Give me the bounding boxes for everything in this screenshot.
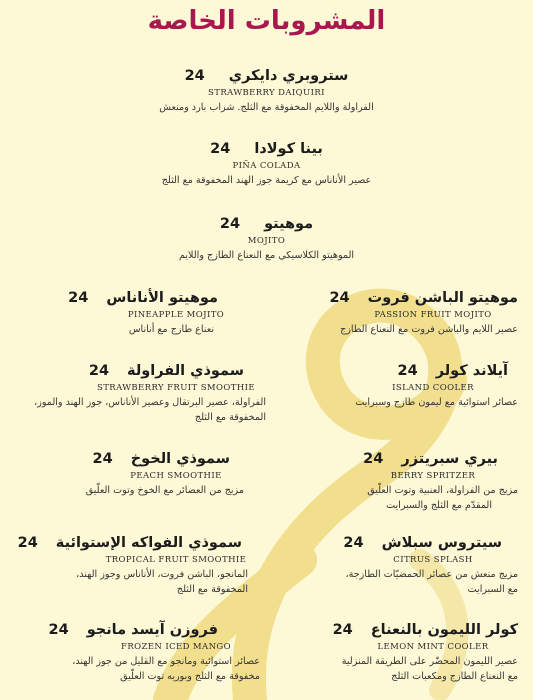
page-title: المشروبات الخاصة	[147, 6, 386, 36]
item-description-line: مزيج من الفراولة، العنبية وتوت العلّيق	[367, 485, 518, 496]
item-description-line: المخفوقة مع الثلج	[194, 412, 266, 423]
item-description-line: مع النعناع الطازج ومكعبات الثلج	[391, 671, 518, 682]
menu-item-citrus-splash	[286, 535, 518, 597]
item-english-name: PIÑA COLADA	[232, 161, 301, 171]
item-description	[286, 654, 518, 684]
menu-item-island-cooler	[286, 363, 518, 410]
item-description-line: عصائر استوائية ومانجو مع القليل من جوز الهند،	[72, 656, 260, 667]
item-name: سموذي الفراولة	[127, 363, 244, 379]
menu-item-tropical-fruit-smoothie	[8, 535, 266, 597]
item-description: عصير اللايم والباشن فروت مع النعناع الطازج	[340, 324, 518, 335]
item-name: موهيتو الباشن فروت	[367, 290, 518, 306]
item-description-line: مخفوقة مع الثلج وبوريه توت العلّيق	[120, 671, 260, 682]
item-description	[8, 567, 248, 597]
item-english-name: ISLAND COOLER	[392, 383, 474, 393]
item-description: نعناع طازج مع أناناس	[128, 324, 214, 335]
item-price: 24	[397, 363, 418, 379]
menu-item-pineapple-mojito	[8, 290, 266, 337]
item-description: الفراولة واللايم المخفوقة مع الثلج. شراب بارد ومنعش	[159, 102, 374, 113]
item-name: ستروبري دايكري	[228, 68, 349, 84]
item-english-name: LEMON MINT COOLER	[377, 642, 489, 652]
item-english-name: TROPICAL FRUIT SMOOTHIE	[105, 555, 247, 565]
item-english-name: PEACH SMOOTHIE	[130, 471, 222, 481]
item-description-line: مزيج منعش من عصائر الحمضيّات الطازجة،	[345, 569, 518, 580]
item-english-name: PINEAPPLE MOJITO	[127, 310, 225, 320]
item-name: سموذي الفواكه الإستوائية	[55, 535, 242, 551]
item-description: عصير الأناناس مع كريمة جوز الهند المخفوقة مع الثلج	[161, 175, 372, 186]
item-name: كولر الليمون بالنعناع	[370, 622, 518, 638]
item-price: 24	[329, 290, 350, 306]
menu-item-strawberry-fruit-smoothie	[8, 363, 266, 425]
item-price: 24	[219, 216, 241, 232]
menu-item-peach-smoothie	[8, 451, 266, 498]
item-name: سموذي الخوخ	[130, 451, 230, 467]
item-description	[286, 483, 518, 513]
item-english-name: MOJITO	[247, 236, 286, 246]
item-description: الموهيتو الكلاسيكي مع النعناع الطازج واللايم	[178, 250, 355, 261]
menu-item-strawberry-daiquiri	[0, 68, 533, 115]
item-description-line: المانجو، الباشن فروت، الأناناس وجوز الهند،	[76, 569, 248, 580]
item-name: بيري سبريتزر	[401, 451, 498, 467]
item-description: عصائر استوائية مع ليمون طازج وسبرايت	[355, 397, 518, 408]
item-description-line: عصير الليمون المحضّر على الطريقة المنزلية	[341, 656, 518, 667]
item-price: 24	[210, 141, 231, 157]
item-name: بينا كولادا	[254, 141, 323, 157]
item-price: 24	[363, 451, 384, 467]
menu-item-pina-colada	[0, 141, 533, 188]
item-description-line: المخفوقة مع الثلج	[176, 584, 248, 595]
item-english-name: FROZEN ICED MANGO	[121, 642, 231, 652]
item-price: 24	[68, 290, 89, 306]
item-name: فروزن آيسد مانجو	[86, 622, 218, 638]
item-english-name: BERRY SPRITZER	[390, 471, 476, 481]
menu-item-frozen-iced-mango	[8, 622, 266, 684]
menu-item-lemon-mint-cooler	[286, 622, 518, 684]
item-english-name: CITRUS SPLASH	[393, 555, 473, 565]
menu-item-berry-spritzer	[286, 451, 518, 513]
item-price: 24	[48, 622, 69, 638]
item-price: 24	[88, 363, 110, 379]
item-description-line: المقدّم مع الثلج والسبرايت	[386, 500, 492, 511]
item-name: سيتروس سبلاش	[381, 535, 502, 551]
item-description: مزيج من العصائر مع الخوخ وتوت العلّيق	[85, 485, 244, 496]
item-description	[8, 654, 260, 684]
menu-item-mojito	[0, 216, 533, 263]
menu-item-passion-fruit-mojito	[286, 290, 518, 337]
item-name: موهيتو الأناناس	[106, 290, 218, 306]
item-english-name: STRAWBERRY DAIQUIRI	[208, 88, 325, 98]
item-description	[286, 567, 518, 597]
item-price: 24	[184, 68, 205, 84]
item-name: موهيتو	[264, 216, 314, 232]
item-price: 24	[17, 535, 38, 551]
item-description	[8, 395, 266, 425]
item-english-name: STRAWBERRY FRUIT SMOOTHIE	[96, 383, 256, 393]
item-price: 24	[92, 451, 113, 467]
item-english-name: PASSION FRUIT MOJITO	[374, 310, 492, 320]
item-description-line: مع السبرايت	[467, 584, 518, 595]
item-price: 24	[332, 622, 353, 638]
item-name: آيلاند كولر	[435, 363, 508, 379]
item-price: 24	[343, 535, 364, 551]
item-description-line: الفراولة، عصير البرتقال وعصير الأناناس، جوز الهند والموز،	[34, 397, 266, 408]
